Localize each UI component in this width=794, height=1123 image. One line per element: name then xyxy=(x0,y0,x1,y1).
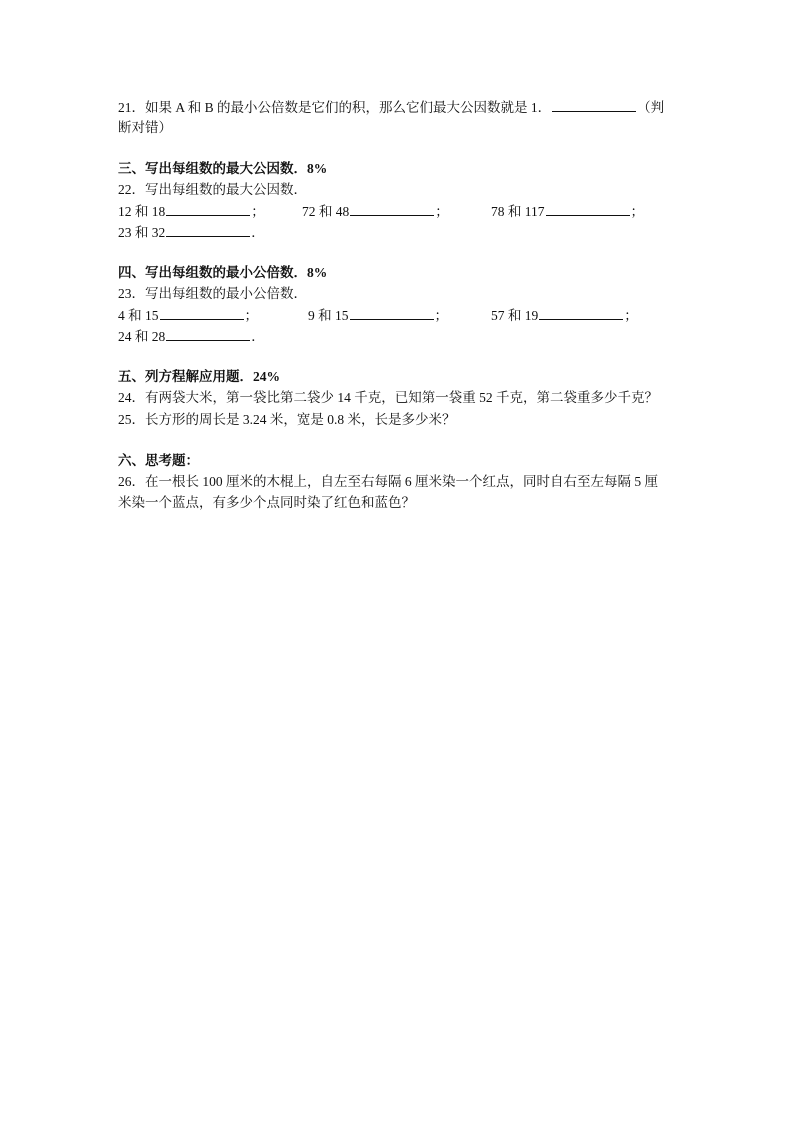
q23-item-2-end: ； xyxy=(434,308,448,323)
q23-item-3 xyxy=(491,305,638,326)
q23-item-3-end: ； xyxy=(624,308,638,323)
q22-item-1-blank[interactable] xyxy=(166,201,250,216)
q23-item-2 xyxy=(308,305,448,326)
q22-item-4-end: ． xyxy=(251,225,265,240)
q22-item-2-blank[interactable] xyxy=(350,201,434,216)
q21-tail: （判 xyxy=(637,100,665,115)
q23-item-3-blank[interactable] xyxy=(539,305,623,320)
q23-item-2-label: 9 和 15 xyxy=(308,308,349,323)
q21-line2: 断对错） xyxy=(118,120,172,135)
q23-item-3-label: 57 和 19 xyxy=(491,308,539,323)
section5-heading: 五、列方程解应用题．24% xyxy=(118,369,280,384)
q22-item-3-end: ； xyxy=(630,204,644,219)
q22-item-1-label: 12 和 18 xyxy=(118,204,166,219)
q22-prompt: 22．写出每组数的最大公因数． xyxy=(118,182,307,197)
q21-text: 21．如果 A 和 B 的最小公倍数是它们的积，那么它们最大公因数就是 1． xyxy=(118,100,552,115)
q23-item-4 xyxy=(118,326,265,347)
q23-prompt: 23．写出每组数的最小公倍数． xyxy=(118,286,307,301)
section6-heading: 六、思考题： xyxy=(118,453,199,468)
q23-row1 xyxy=(118,305,678,325)
q23-item-4-blank[interactable] xyxy=(166,326,250,341)
q23-item-1-label: 4 和 15 xyxy=(118,308,159,323)
q22-item-3-label: 78 和 117 xyxy=(491,204,545,219)
q22-item-2 xyxy=(302,201,449,222)
q23-item-4-label: 24 和 28 xyxy=(118,329,166,344)
q23-item-2-blank[interactable] xyxy=(350,305,434,320)
q22-row1 xyxy=(118,201,678,221)
q22-row2 xyxy=(118,222,678,242)
q21-line1 xyxy=(118,97,664,118)
q24-text: 24．有两袋大米，第一袋比第二袋少 14 千克，已知第一袋重 52 千克，第二袋重多少千克？ xyxy=(118,390,658,405)
section4-heading: 四、写出每组数的最小公倍数．8% xyxy=(118,265,328,280)
q23-row2 xyxy=(118,326,678,346)
q23-item-1-blank[interactable] xyxy=(160,305,244,320)
q23-item-4-end: ． xyxy=(251,329,265,344)
q22-item-2-label: 72 和 48 xyxy=(302,204,350,219)
q22-item-2-end: ； xyxy=(435,204,449,219)
q21-answer-blank[interactable] xyxy=(552,97,636,112)
q22-item-3-blank[interactable] xyxy=(546,201,630,216)
q22-item-3 xyxy=(491,201,644,222)
q23-item-1-end: ； xyxy=(244,308,258,323)
section3-heading: 三、写出每组数的最大公因数．8% xyxy=(118,161,328,176)
q26-line2: 米染一个蓝点，有多少个点同时染了红色和蓝色？ xyxy=(118,495,415,510)
q22-item-4 xyxy=(118,222,265,243)
q22-item-1 xyxy=(118,201,265,222)
q26-line1: 26．在一根长 100 厘米的木棍上，自左至右每隔 6 厘米染一个红点，同时自右至左每隔 5 厘 xyxy=(118,474,658,489)
q22-item-4-label: 23 和 32 xyxy=(118,225,166,240)
q23-item-1 xyxy=(118,305,258,326)
q22-item-1-end: ； xyxy=(251,204,265,219)
q22-item-4-blank[interactable] xyxy=(166,222,250,237)
q25-text: 25．长方形的周长是 3.24 米，宽是 0.8 米，长是多少米？ xyxy=(118,412,456,427)
